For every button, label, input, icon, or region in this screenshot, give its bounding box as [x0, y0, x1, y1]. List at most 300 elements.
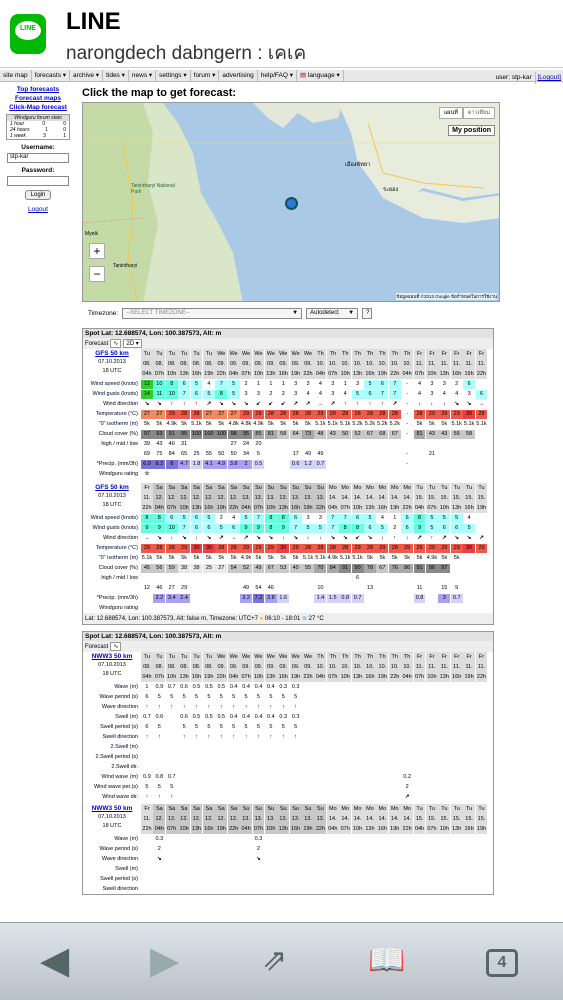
forecast-row [83, 513, 493, 523]
forecast-cell: 4 [343, 390, 347, 397]
time-column-header: Tu 08. 07h [154, 351, 164, 377]
forecast-cell: ↑ [207, 703, 211, 710]
forecast-cell: ↗ [243, 534, 249, 541]
time-column-header: Tu 08. 16h [191, 654, 202, 680]
forecast-cell [302, 470, 314, 479]
forecast-cell [414, 703, 426, 712]
forecast-cell: 1 [343, 380, 347, 387]
model-link[interactable]: NWW3 50 km [91, 653, 133, 660]
forecast-cell [426, 885, 438, 894]
forecast-cell [203, 855, 215, 864]
forecast-cell [166, 713, 178, 722]
forecast-cell [302, 574, 314, 583]
forecast-cell [352, 845, 364, 854]
forecast-cell: 0.4 [267, 713, 275, 720]
time-column-header: Fr 11. 16h [452, 654, 462, 680]
forecast-cell [265, 773, 277, 782]
menu-language[interactable]: ▤ language ▾ [297, 70, 344, 82]
forecast-cell: 8 [166, 460, 178, 469]
forecast-cell: 5 [219, 723, 223, 730]
forecast-cell [401, 743, 413, 752]
forecast-cell: 97 [141, 430, 153, 439]
forecast-cell: 0.5 [205, 683, 213, 690]
forecast-cell [339, 693, 351, 702]
sidebar-logout-link[interactable]: Logout [28, 206, 48, 213]
forecast-cell [463, 855, 475, 864]
forecast-cell [426, 875, 438, 884]
forecast-cell: 4 [207, 380, 211, 387]
forecast-cell [476, 683, 488, 692]
gfs-tab-2d[interactable]: 2D ▾ [123, 339, 141, 348]
forecast-cell [314, 885, 326, 894]
share-icon[interactable]: ⇗ [262, 944, 288, 977]
forecast-cell [476, 875, 488, 884]
forecast-cell [438, 733, 450, 742]
map-type-map[interactable]: แผนที่ [439, 107, 463, 119]
forecast-cell: 28 [277, 410, 289, 419]
row-label: Wave (m) [114, 836, 138, 842]
forecast-cell: ↘ [454, 534, 460, 541]
forecast-cell: 6 [352, 514, 364, 523]
forecast-cell: 28 [153, 544, 165, 553]
forecast-cell [389, 885, 401, 894]
forecast-cell: 49 [304, 450, 312, 457]
forecast-cell [153, 574, 165, 583]
forecast-cell [438, 460, 450, 469]
forecast-cell [414, 773, 426, 782]
forecast-cell [191, 604, 203, 613]
forecast-cell [228, 753, 240, 762]
time-column-header: Sa 12. 16h [204, 485, 214, 511]
forecast-cell [253, 793, 265, 802]
forecast-cell: 1.6 [277, 594, 289, 603]
forecast-cell: 4 [318, 390, 322, 397]
forecast-cell [277, 835, 289, 844]
time-column-header: Sa 12. 07h [167, 485, 177, 511]
forecast-cell [166, 845, 178, 854]
forecast-cell [166, 855, 178, 864]
forecast-cell: ↓ [306, 534, 310, 541]
forecast-cell [438, 743, 450, 752]
forecast-cell [401, 574, 413, 583]
nww3-tab-forecast[interactable]: Forecast [85, 643, 109, 650]
forecast-row [83, 692, 493, 702]
forecast-cell [191, 753, 203, 762]
forecast-cell: 6 [178, 380, 190, 389]
forecast-cell [253, 470, 265, 479]
timezone-help-button[interactable]: ? [362, 308, 372, 319]
autodetect-select[interactable]: Autodetect ▼ [306, 308, 358, 319]
forecast-cell [364, 470, 376, 479]
forecast-cell [451, 604, 463, 613]
forecast-cell: 0.6 [180, 713, 188, 720]
forecast-cell: 0.7 [352, 594, 364, 603]
forecast-cell [352, 835, 364, 844]
dropdown-icon: ▼ [292, 309, 299, 316]
forecast-row [83, 682, 493, 692]
forecast-cell: 5k [205, 420, 212, 427]
forecast-cell [376, 683, 388, 692]
time-column-header: We 09. 10h [253, 654, 264, 680]
forecast-cell: ↗ [305, 400, 311, 407]
forecast-cell: 6.9 [141, 460, 153, 469]
forecast-cell: 5.1k [141, 554, 153, 561]
forecast-cell: 2 [240, 460, 252, 469]
forecast-cell [476, 430, 488, 439]
forecast-cell [476, 845, 488, 854]
time-column-header: Sa 12. 19h [216, 485, 226, 511]
forecast-cell: ↓ [319, 534, 322, 541]
login-button[interactable]: Login [25, 190, 52, 200]
forecast-cell [191, 835, 203, 844]
forecast-cell: 5.2k [377, 420, 388, 427]
forecast-cell [426, 855, 438, 864]
menu-help[interactable]: help/FAQ ▾ [258, 70, 297, 82]
forecast-cell [215, 773, 227, 782]
forecast-cell [476, 524, 488, 533]
my-position-button[interactable]: My position [448, 125, 495, 136]
forecast-cell: 29 [376, 544, 388, 553]
menu-forecasts[interactable]: forecasts ▾ [32, 70, 70, 82]
back-icon[interactable]: ◀ [40, 940, 70, 982]
forecast-cell: 0.5 [253, 460, 265, 469]
forecast-cell: 2.4 [178, 594, 190, 603]
forecast-cell: ↑ [232, 733, 236, 740]
forecast-cell [476, 835, 488, 844]
forecast-cell: 28 [364, 544, 376, 553]
forecast-cell [463, 723, 475, 732]
forecast-cell: 27 [153, 410, 165, 419]
forecast-cell: 6 [203, 524, 215, 533]
time-column-header: Fr 11. 13h [439, 654, 449, 680]
forecast-cell [277, 865, 289, 874]
forecast-cell: 6 [228, 524, 240, 533]
forecast-cell: 30 [277, 544, 289, 553]
forecast-cell: 12 [143, 584, 150, 591]
forecast-cell [314, 743, 326, 752]
forecast-cell: 5 [232, 723, 236, 730]
forecast-cell: 5 [182, 693, 186, 700]
forecast-row [83, 439, 493, 449]
forecast-cell [203, 783, 215, 792]
forecast-cell: ↑ [157, 703, 161, 710]
forecast-cell: 1 [269, 380, 273, 387]
row-label: Cloud cover (%) [98, 431, 138, 437]
time-column-header: Fr 11. 22h [476, 351, 487, 377]
forecast-cell [314, 865, 326, 874]
forecast-cell [364, 733, 376, 742]
forecast-cell [463, 835, 475, 844]
forecast-cell [141, 753, 153, 762]
forecast-cell [290, 440, 302, 449]
forecast-cell: 12 [141, 380, 153, 389]
forecast-cell [166, 835, 178, 844]
forecast-cell [339, 753, 351, 762]
time-column-header: Su 13. 16h [291, 485, 301, 511]
time-column-header: Sa 12. 22h [229, 485, 239, 511]
forecast-cell [277, 783, 289, 792]
forecast-cell [401, 693, 413, 702]
forecast-cell [166, 763, 178, 772]
forecast-cell [352, 693, 364, 702]
forecast-cell [203, 440, 215, 449]
forecast-cell: 43 [327, 430, 339, 439]
forecast-cell [451, 713, 463, 722]
forecast-cell: 28 [215, 544, 227, 553]
forecast-cell: 91 [414, 564, 426, 573]
forecast-cell [228, 885, 240, 894]
forecast-cell: ↑ [294, 733, 297, 740]
username-field[interactable]: stp-kar [7, 153, 69, 163]
dropdown-icon: ▼ [348, 309, 355, 316]
forecast-cell [463, 574, 475, 583]
time-column-header: Tu 15. 19h [476, 806, 487, 832]
forecast-cell [240, 845, 252, 854]
forecast-cell [438, 450, 450, 459]
main-content [82, 87, 497, 895]
forecast-cell: ↑ [145, 733, 149, 740]
forecast-cell: 5 [178, 514, 190, 523]
time-column-header: Mo 14. 07h [340, 806, 350, 832]
gfs-tab-forecast[interactable]: Forecast [85, 340, 109, 347]
forecast-cell: 29 [265, 544, 277, 553]
forecast-cell [166, 865, 178, 874]
forecast-cell: ↑ [393, 534, 397, 541]
forecast-cell [352, 733, 364, 742]
forecast-cell: 95 [178, 430, 190, 439]
forecast-cell [401, 604, 413, 613]
forecast-cell [253, 604, 265, 613]
forecast-cell: 8 [141, 514, 153, 523]
forecast-cell [376, 773, 388, 782]
forecast-cell: 7 [290, 524, 302, 533]
forecast-cell: ↘ [342, 534, 348, 541]
forecast-cell: ↑ [170, 400, 174, 407]
time-column-header: Su 13. 19h [303, 485, 313, 511]
forecast-cell: ↓ [380, 534, 384, 541]
forecast-cell: 7 [178, 524, 190, 533]
forecast-cell: 5.1k [315, 420, 326, 427]
forecast-cell: 29 [438, 410, 450, 419]
model-link[interactable]: NWW3 50 km [91, 805, 133, 812]
forecast-cell [476, 703, 488, 712]
forecast-cell: 30 [191, 544, 203, 553]
forecast-cell [364, 460, 376, 469]
forecast-cell [438, 604, 450, 613]
forecast-cell: 5k [193, 554, 200, 561]
forecast-cell [414, 440, 426, 449]
model-link[interactable]: GFS 50 km [95, 484, 129, 491]
forecast-cell [401, 733, 413, 742]
forecast-cell [215, 470, 227, 479]
forecast-cell [290, 604, 302, 613]
forecast-cell [277, 460, 289, 469]
forecast-cell: 28 [178, 410, 190, 419]
graph-icon[interactable]: ∿ [110, 642, 121, 651]
time-column-header: Sa 12. 19h [216, 806, 226, 832]
menu-archive[interactable]: archive ▾ [70, 70, 103, 82]
time-column-header: Mo 14. 04h [328, 485, 338, 511]
menu-site-map[interactable]: site map [0, 70, 32, 82]
forecast-cell: ↗ [206, 400, 212, 407]
forecast-cell [451, 835, 463, 844]
forecast-cell [364, 875, 376, 884]
forecast-cell [476, 753, 488, 762]
forecast-cell: 5.1k [476, 420, 487, 427]
graph-icon[interactable]: ∿ [110, 339, 121, 348]
forecast-cell [153, 604, 165, 613]
timezone-label: Timezone: [88, 309, 119, 317]
password-field[interactable] [7, 176, 69, 186]
forecast-cell: 28 [228, 544, 240, 553]
link-forecast-maps[interactable]: Forecast maps [15, 95, 61, 102]
time-column-header: Mo 14. 16h [377, 485, 387, 511]
forecast-cell [364, 783, 376, 792]
forecast-cell [463, 604, 475, 613]
forecast-cell [476, 574, 488, 583]
menu-forum[interactable]: forum ▾ [191, 70, 220, 82]
time-column-header: Tu 15. 16h [464, 806, 474, 832]
forecast-cell: 28 [339, 544, 351, 553]
forecast-cell [389, 743, 401, 752]
map-marker-icon[interactable] [285, 197, 298, 210]
forecast-cell [476, 514, 488, 523]
forecast-cell [438, 470, 450, 479]
forecast-cell: 0.2 [403, 773, 411, 780]
forecast-cell [141, 594, 153, 603]
time-column-header: We 09. 04h [229, 351, 239, 377]
forecast-cell [253, 783, 265, 792]
time-column-header: Mo 14. 19h [390, 806, 400, 832]
forecast-cell: 1.2 [302, 460, 314, 469]
forecast-cell [389, 793, 401, 802]
forecast-cell: 70 [314, 564, 326, 573]
menu-advertising[interactable]: advertising [219, 70, 257, 82]
forecast-cell [376, 470, 388, 479]
forecast-cell: 21 [428, 450, 435, 457]
forecast-cell: 5.1k [315, 554, 326, 561]
forecast-cell [364, 713, 376, 722]
bookmarks-icon[interactable]: 📖 [368, 944, 406, 977]
forecast-cell [451, 865, 463, 874]
forecast-cell [426, 574, 438, 583]
forecast-cell: ↑ [356, 400, 359, 407]
forecast-cell [253, 753, 265, 762]
forecast-cell [178, 743, 190, 752]
forecast-cell: 0.3 [291, 683, 300, 690]
forecast-cell: ↗ [479, 534, 484, 541]
tabs-icon[interactable]: 4 [486, 949, 518, 977]
forecast-cell: 29 [166, 410, 178, 419]
forecast-cell [426, 604, 438, 613]
forecast-cell [302, 693, 314, 702]
line-notification[interactable] [0, 0, 563, 68]
time-column-header: Th 10. 19h [377, 654, 387, 680]
menu-news[interactable]: news ▾ [129, 70, 156, 82]
forecast-cell: ↘ [157, 400, 162, 407]
forecast-cell [327, 845, 339, 854]
forecast-cell [364, 703, 376, 712]
forecast-cell: - [406, 380, 409, 387]
forecast-cell: 5.1k [339, 420, 351, 427]
forecast-cell [203, 885, 215, 894]
model-link[interactable]: GFS 50 km [95, 350, 129, 357]
forecast-cell [476, 440, 488, 449]
forecast-cell [215, 594, 227, 603]
forecast-cell [153, 470, 165, 479]
forecast-cell [438, 793, 450, 802]
forecast-cell [265, 604, 277, 613]
time-column-header: Su 13. 04h [241, 485, 251, 511]
forecast-cell: 4 [418, 380, 422, 387]
forecast-cell [414, 845, 426, 854]
forecast-cell [302, 703, 314, 712]
timezone-select[interactable]: --SELECT TIMEZONE-- ▼ [122, 308, 302, 319]
forecast-cell [240, 885, 252, 894]
forecast-cell [314, 713, 326, 722]
forecast-cell [141, 604, 153, 613]
forecast-cell: 28 [389, 410, 401, 419]
zoom-in-button[interactable]: + [89, 243, 105, 259]
forecast-cell: 29 [451, 410, 463, 419]
forecast-cell [228, 875, 240, 884]
forecast-cell [352, 450, 364, 459]
forecast-cell: 1.8 [191, 460, 203, 469]
forecast-cell [327, 693, 339, 702]
forward-icon[interactable]: ▶ [150, 940, 180, 982]
time-column-header: We 09. 07h [241, 351, 251, 377]
forecast-cell [277, 604, 289, 613]
time-column-header: We 09. 16h [278, 351, 288, 377]
logout-link[interactable]: [Logout] [537, 74, 561, 81]
time-column-header: Tu 15. 07h [427, 485, 437, 511]
forecast-cell [476, 733, 488, 742]
forecast-cell [178, 753, 190, 762]
nww3-table-part2 [83, 804, 493, 894]
forecast-cell [327, 885, 339, 894]
menu-tides[interactable]: tides ▾ [103, 70, 129, 82]
forecast-cell: ↙ [355, 534, 360, 541]
forecast-cell [389, 865, 401, 874]
forecast-cell: 67 [364, 430, 376, 439]
forecast-cell: ↑ [182, 703, 186, 710]
forecast-cell: 8 [265, 524, 277, 533]
forecast-cell [476, 773, 488, 782]
forecast-cell [215, 845, 227, 854]
forecast-cell [290, 594, 302, 603]
forecast-cell: 0.4 [267, 683, 275, 690]
timezone-bar [82, 306, 494, 320]
link-click-map[interactable]: Click-Map forecast [9, 104, 67, 111]
time-column-header: Tu 08. 16h [191, 351, 202, 377]
map-credit: ข้อมูลแผนที่ ©2013 Google ข้อกำหนดในการใช้งาน [396, 294, 497, 299]
forecast-cell [191, 875, 203, 884]
forecast-cell: 5 [281, 693, 285, 700]
menu-settings[interactable]: settings ▾ [156, 70, 190, 82]
forecast-cell [277, 440, 289, 449]
forecast-cell [389, 604, 401, 613]
forecast-map[interactable] [82, 102, 500, 302]
forecast-cell [352, 855, 364, 864]
zoom-out-button[interactable]: − [89, 266, 105, 282]
forecast-cell: 3 [306, 380, 310, 387]
link-top-forecasts[interactable]: Top forecasts [16, 86, 60, 93]
forecast-cell: 27 [203, 410, 215, 419]
forecast-cell [451, 855, 463, 864]
map-type-satellite[interactable]: ดาวเทียม [463, 107, 495, 119]
forecast-cell: 5k [305, 420, 311, 427]
time-column-header: Fr 11. 10h [427, 351, 437, 377]
